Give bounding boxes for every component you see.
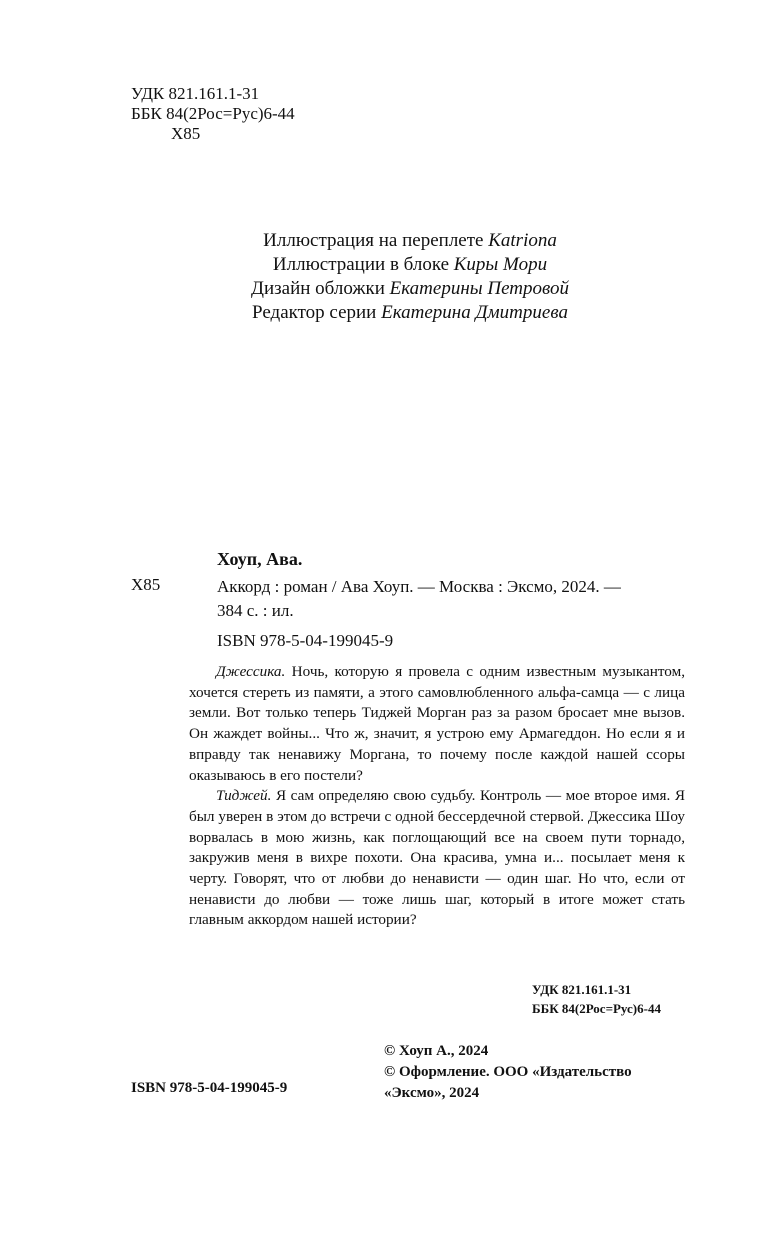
bibliographic-description bbox=[217, 575, 621, 623]
credit-line: Иллюстрация на переплете Katriona bbox=[263, 230, 557, 251]
bbk-code: ББК 84(2Рос=Рус)6-44 bbox=[131, 104, 295, 123]
bottom-isbn: ISBN 978-5-04-199045-9 bbox=[131, 1080, 288, 1096]
copyright-block bbox=[384, 1041, 632, 1104]
copyright-line: «Эксмо», 2024 bbox=[384, 1085, 480, 1101]
bottom-classification-codes bbox=[532, 980, 661, 1018]
copyright-line: © Хоуп А., 2024 bbox=[384, 1043, 489, 1059]
copyright-line: © Оформление. ООО «Издательство bbox=[384, 1064, 632, 1080]
credits-block bbox=[0, 229, 768, 325]
catalog-isbn: ISBN 978-5-04-199045-9 bbox=[217, 631, 394, 650]
catalog-author-heading: Хоуп, Ава. bbox=[217, 549, 303, 569]
annotation bbox=[189, 662, 685, 931]
author-mark: Х85 bbox=[171, 124, 201, 143]
udk-code: УДК 821.161.1-31 bbox=[532, 982, 632, 997]
credit-line: Дизайн обложки Екатерины Петровой bbox=[251, 278, 569, 299]
bbk-code: ББК 84(2Рос=Рус)6-44 bbox=[532, 1001, 661, 1016]
bib-line: 384 с. : ил. bbox=[217, 601, 294, 620]
annotation-paragraph: Джессика. Ночь, которую я провела с одним известным музыкантом, хочется стереть из памяти, а этого самовлюбленного альфа-самца — с лица земли. Вот только теперь Тиджей Морган раз за разом бросает мне вызов. Он жаждет войны... Что ж, значит, я устрою ему Армагеддон. Но если я и вправду так ненавижу Моргана, то почему после каждой нашей ссоры оказываюсь в его постели? bbox=[189, 663, 685, 784]
udk-code: УДК 821.161.1-31 bbox=[131, 84, 260, 103]
annotation-paragraph: Тиджей. Я сам определяю свою судьбу. Контроль — мое второе имя. Я был уверен в этом до встречи с одной бессердечной стервой. Джессика Шоу ворвалась в мою жизнь, как поглощающий все на своем пути торнадо, закружив меня в вихре похоти. Она красива, умна и... посылает меня к черту. Говорят, что от любви до ненависти — один шаг. Но что, если от ненависти до любви — тоже лишь шаг, который в итоге может стать главным аккордом нашей истории? bbox=[189, 787, 685, 929]
credit-line: Иллюстрации в блоке Киры Мори bbox=[272, 254, 548, 275]
top-classification-codes bbox=[131, 84, 295, 144]
bib-line: Аккорд : роман / Ава Хоуп. — Москва : Эксмо, 2024. — bbox=[217, 577, 621, 596]
credit-line: Редактор серии Екатерина Дмитриева bbox=[252, 302, 568, 323]
catalog-author-mark: Х85 bbox=[131, 575, 161, 594]
